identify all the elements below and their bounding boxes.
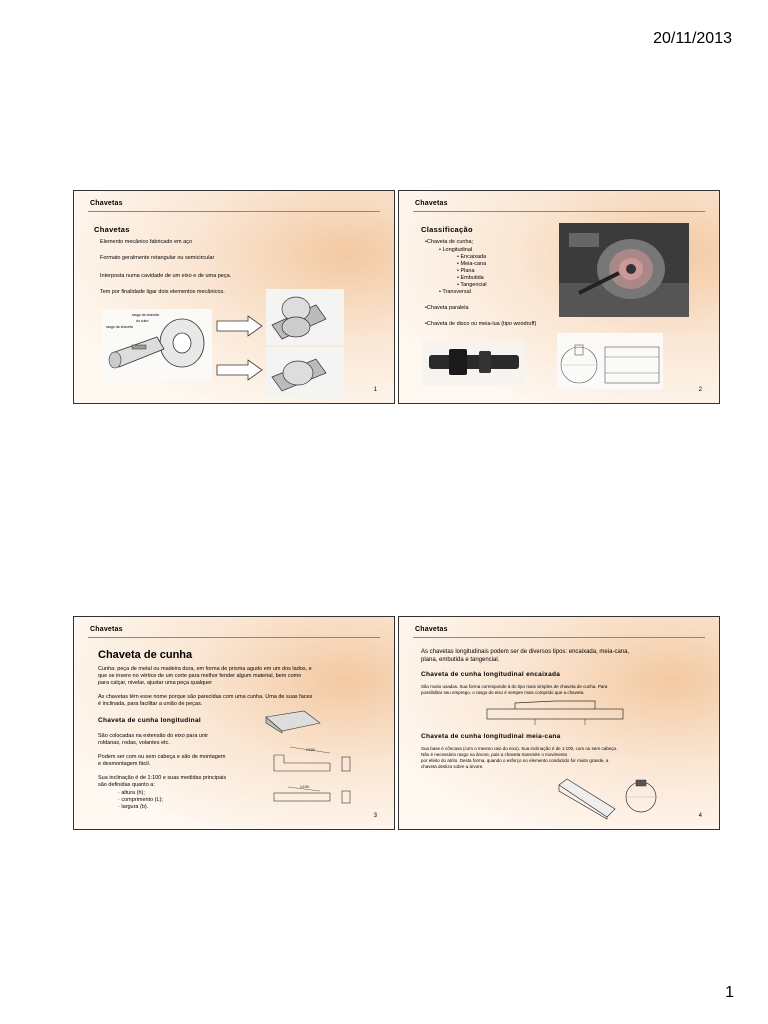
list-item: •Chaveta de disco ou meia-lua (tipo woodruff)	[425, 321, 537, 327]
section-title: Chaveta de cunha longitudinal meia-cana	[421, 733, 561, 740]
text-line: Sua base é côncava (com o mesmo raio do eixo). Sua inclinação é de 1:100, com ou sem cabeça.	[421, 746, 618, 751]
text-line: são definidas quanto a:	[98, 782, 155, 788]
shaft-hub-figure	[102, 309, 212, 381]
text-line: As chavetas têm esse nome porque são parecidas com uma cunha. Uma de suas faces	[98, 694, 313, 700]
list-item: • Encaixada	[457, 254, 487, 260]
text-line: · comprimento (L);	[118, 797, 163, 803]
page-date: 20/11/2013	[653, 30, 732, 47]
slide-header: Chavetas	[90, 200, 123, 207]
assembly-photo	[266, 289, 344, 345]
text-line: chaveta desliza sobre a árvore.	[421, 764, 484, 769]
text-line: · altura (h);	[118, 790, 145, 796]
section-title: Chaveta de cunha longitudinal encaixada	[421, 671, 561, 678]
text-line: Podem ser com ou sem cabeça e são de montagem	[98, 754, 226, 760]
arrow-icon	[216, 315, 264, 337]
list-item: • Embutida	[457, 275, 484, 281]
plain-key-drawing	[270, 785, 360, 809]
text-line: e desmontagem fácil.	[98, 761, 151, 767]
header-rule	[88, 637, 380, 638]
list-item: • Plana	[457, 268, 475, 274]
text-line: · largura (b).	[118, 804, 149, 810]
text-line: Sua inclinação é de 1:100 e suas medidas principais	[98, 775, 227, 781]
dimension-label: 1:100	[306, 748, 315, 752]
list-item: • Longitudinal	[439, 247, 473, 253]
text-line: roldanas, rodas, volantes etc.	[98, 740, 170, 746]
text-line: Elemento mecânico fabricado em aço	[100, 239, 193, 245]
figure-label: rasgo da chaveta	[132, 313, 159, 317]
text-line: São colocadas na extensão do eixo para unir	[98, 733, 209, 739]
keyed-shaft-drawing	[485, 699, 625, 727]
list-item: • Tangencial	[457, 282, 487, 288]
wedge-key-drawing	[264, 709, 322, 735]
text-line: As chavetas longitudinais podem ser de diversos tipos: encaixada, meia-cana,	[421, 649, 630, 655]
header-rule	[413, 211, 705, 212]
text-line: Não é necessário rasgo na árvore, pois a chaveta transmite o movimento	[421, 752, 568, 757]
slide-title: Chavetas	[94, 225, 130, 234]
text-line: possibilitar seu emprego, o rasgo do eixo é sempre mais comprido que a chaveta.	[421, 690, 585, 695]
header-rule	[413, 637, 705, 638]
gib-head-key-drawing	[270, 743, 360, 777]
slide-2	[398, 190, 720, 404]
text-line: Interposta numa cavidade de um eixo e de uma peça.	[100, 273, 232, 279]
slide-number: 1	[373, 387, 377, 393]
list-item: • Meia-cana	[457, 261, 487, 267]
slide-3	[73, 616, 395, 830]
text-line: Formato geralmente retangular ou semicircular	[100, 255, 215, 261]
arrow-icon	[216, 359, 264, 381]
machine-photo	[559, 223, 689, 317]
list-item: •Chaveta de cunha;	[425, 239, 474, 245]
dimension-label: 1:100	[300, 785, 309, 789]
slide-number: 2	[698, 387, 702, 393]
slide-number: 3	[373, 813, 377, 819]
slide-4	[398, 616, 720, 830]
slide-header: Chavetas	[415, 200, 448, 207]
figure-label: do cubo	[136, 319, 149, 323]
slide-header: Chavetas	[90, 626, 123, 633]
text-line: por efeito do atrito. Desta forma, quando o esforço no elemento conduzido for muito grande, a	[421, 758, 609, 763]
slide-1	[73, 190, 395, 404]
header-rule	[88, 211, 380, 212]
page-number: 1	[725, 984, 734, 1001]
text-line: é inclinada, para facilitar a união de peças.	[98, 701, 203, 707]
slide-title: Chaveta de cunha	[98, 649, 193, 661]
list-item: •Chaveta paralela	[425, 305, 469, 311]
shaft-section-drawing	[623, 775, 659, 815]
shaft-photo	[423, 341, 525, 385]
text-line: para calçar, nivelar, ajustar uma peça qualquer	[98, 680, 213, 686]
text-line: São muito usadas. Sua forma corresponde à do tipo mais simples de chaveta de cunha. Para	[421, 684, 608, 689]
text-line: que se insere no vértice de um corte para melhor fender algum material, bem como	[98, 673, 302, 679]
slide-header: Chavetas	[415, 626, 448, 633]
text-line: Tem por finalidade ligar dois elementos mecânicos.	[100, 289, 225, 295]
list-item: • Transversal	[439, 289, 471, 295]
section-title: Chaveta de cunha longitudinal	[98, 717, 201, 724]
text-line: plana, embutida e tangencial.	[421, 657, 500, 663]
slide-title: Classificação	[421, 225, 473, 234]
figure-label: rasgo da chaveta	[106, 325, 133, 329]
slide-number: 4	[698, 813, 702, 819]
assembly-photo	[266, 347, 344, 397]
woodruff-drawing	[557, 333, 663, 389]
half-round-key-drawing	[555, 775, 619, 821]
text-line: Cunha: peça de metal ou madeira dura, em forma de prisma agudo em um dos lados, e	[98, 666, 312, 672]
